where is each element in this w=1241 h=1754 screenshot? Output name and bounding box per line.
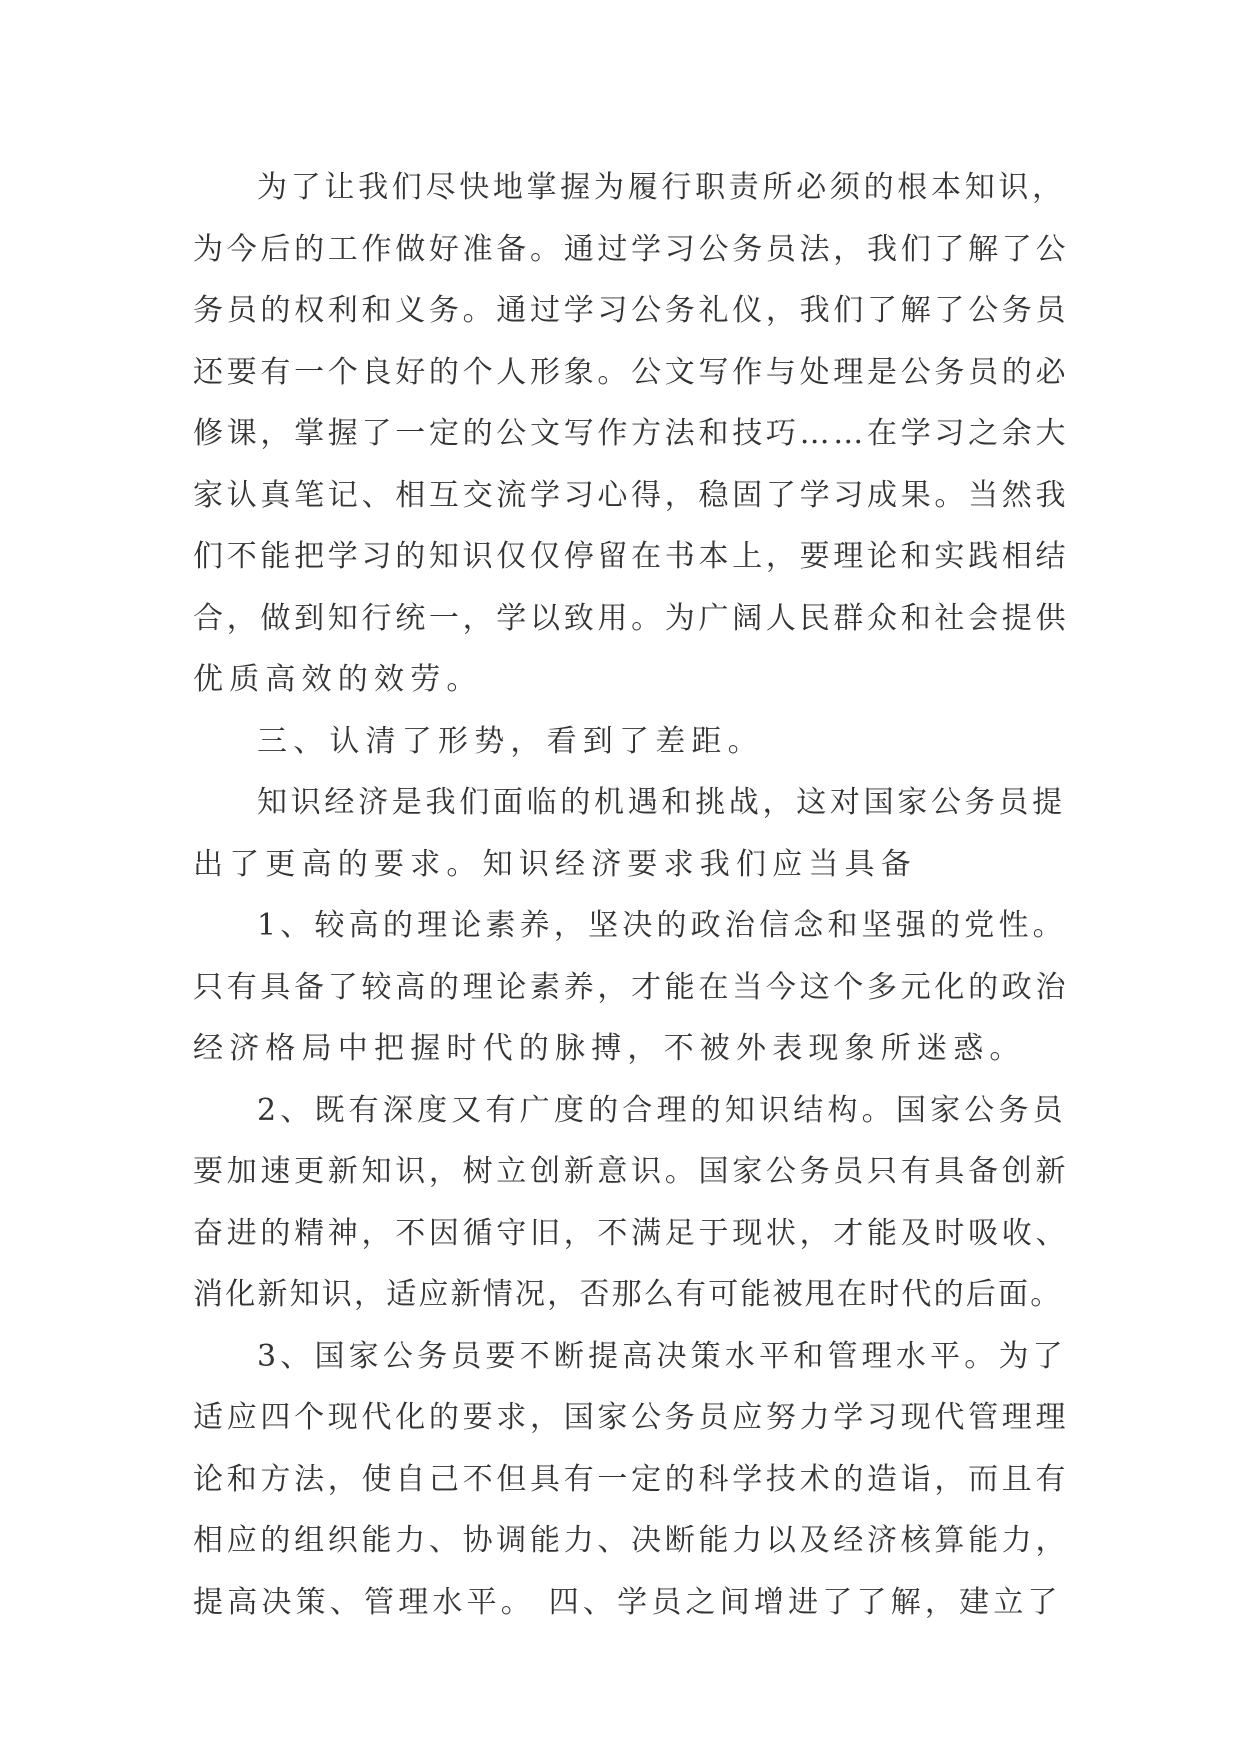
list-item-3: 3、国家公务员要不断提高决策水平和管理水平。为了 <box>257 1338 1067 1374</box>
text-line: 优质高效的效劳。 <box>193 662 483 697</box>
text-line: 奋进的精神，不因循守旧，不满足于现状，才能及时吸收、 <box>193 1215 1070 1251</box>
text-line: 经济格局中把握时代的脉搏，不被外表现象所迷惑。 <box>193 1031 1026 1066</box>
text-line: 只有具备了较高的理论素养，才能在当今这个多元化的政治 <box>193 969 1070 1005</box>
list-item-1: 1、较高的理论素养，坚决的政治信念和坚强的党性。 <box>257 908 1067 943</box>
text-line: 提高决策、管理水平。 四、学员之间增进了了解，建立了 <box>193 1584 1062 1620</box>
section-heading: 三、认清了形势，看到了差距。 <box>257 723 764 759</box>
text-line: 适应四个现代化的要求，国家公务员应努力学习现代管理理 <box>193 1400 1070 1435</box>
text-line: 为了让我们尽快地掌握为履行职责所必须的根本知识， <box>257 170 1066 205</box>
text-line: 修课，掌握了一定的公文写作方法和技巧……在学习之余大 <box>193 416 1070 451</box>
text-line: 消化新知识，适应新情况，否那么有可能被甩在时代的后面。 <box>193 1277 1063 1312</box>
document-body <box>193 157 1073 1633</box>
text-line: 还要有一个良好的个人形象。公文写作与处理是公务员的必 <box>193 354 1070 390</box>
text-line: 知识经济是我们面临的机遇和挑战，这对国家公务员提 <box>257 785 1066 820</box>
text-line: 家认真笔记、相互交流学习心得，稳固了学习成果。当然我 <box>193 477 1070 513</box>
text-line: 要加速更新知识，树立创新意识。国家公务员只有具备创新 <box>193 1154 1070 1189</box>
text-line: 们不能把学习的知识仅仅停留在书本上，要理论和实践相结 <box>193 539 1070 574</box>
text-line: 为今后的工作做好准备。通过学习公务员法，我们了解了公 <box>193 231 1070 267</box>
text-line: 论和方法，使自己不但具有一定的科学技术的造诣，而且有 <box>193 1461 1070 1497</box>
text-line: 务员的权利和义务。通过学习公务礼仪，我们了解了公务员 <box>193 293 1070 328</box>
text-line: 合，做到知行统一，学以致用。为广阔人民群众和社会提供 <box>193 600 1070 636</box>
text-line: 出了更高的要求。知识经济要求我们应当具备 <box>193 846 917 882</box>
text-line: 相应的组织能力、协调能力、决断能力以及经济核算能力， <box>193 1523 1070 1558</box>
list-item-2: 2、既有深度又有广度的合理的知识结构。国家公务员 <box>257 1092 1067 1128</box>
